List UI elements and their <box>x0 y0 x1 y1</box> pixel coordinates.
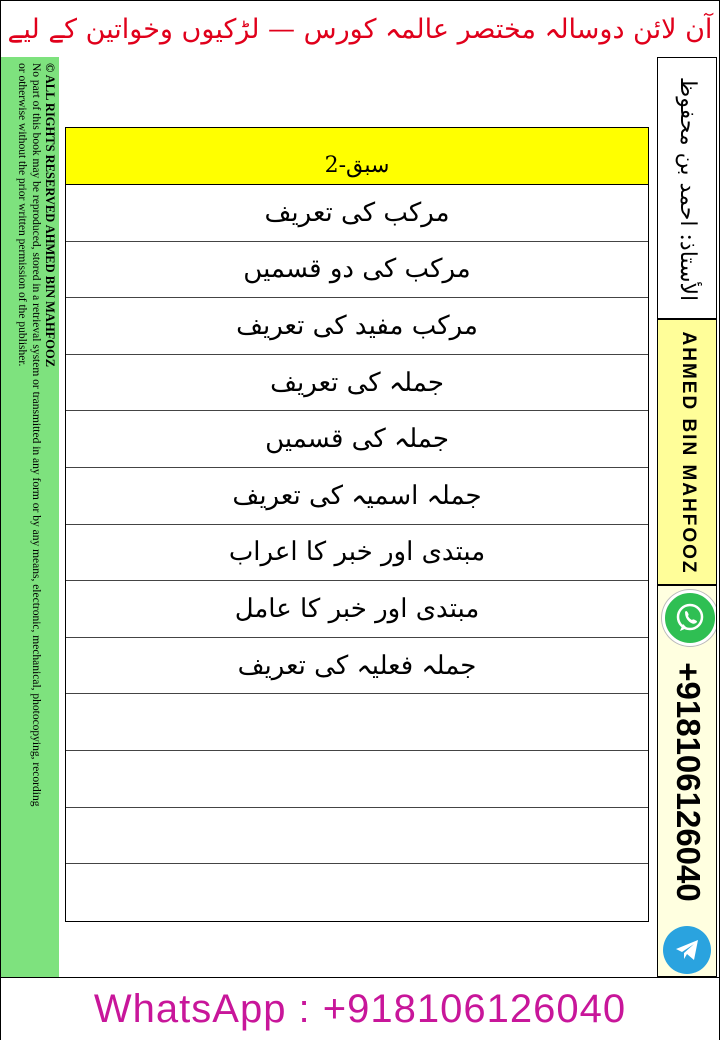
copyright-text <box>1 57 59 977</box>
lesson-row: جملہ کی قسمیں <box>66 411 648 468</box>
lesson-row-empty <box>66 864 648 921</box>
lesson-row-empty <box>66 751 648 808</box>
teacher-name-urdu: الأستاذ: احمد بن محفوظ <box>675 76 701 302</box>
course-title: آن لائن دوسالہ مختصر عالمہ کورس — لڑکیوں وخواتین کے لیے <box>7 13 713 45</box>
lesson-row: مرکب کی تعریف <box>66 185 648 242</box>
lesson-row: جملہ کی تعریف <box>66 355 648 412</box>
author-name-box <box>657 319 717 585</box>
author-sidebar <box>657 57 719 977</box>
lesson-area <box>59 57 657 977</box>
lesson-row: مبتدی اور خبر کا اعراب <box>66 525 648 582</box>
contact-box <box>657 585 717 977</box>
lesson-row: جملہ اسمیہ کی تعریف <box>66 468 648 525</box>
page-footer <box>1 977 719 1040</box>
lesson-row-empty <box>66 694 648 751</box>
phone-number: +918106126040 <box>670 662 707 902</box>
author-name: AHMED BIN MAHFOOZ <box>678 331 699 575</box>
telegram-icon <box>663 926 711 974</box>
copyright-line-2: No part of this book may be reproduced, stored in a retrieval system or transmitted in any form or by any means, electronic, mechanical, photocopying, recording <box>30 63 42 807</box>
lesson-row: مرکب مفید کی تعریف <box>66 298 648 355</box>
copyright-line-3: or otherwise without the prior written permission of the publisher. <box>16 63 28 367</box>
lesson-row: مرکب کی دو قسمیں <box>66 242 648 299</box>
lesson-table <box>65 127 649 922</box>
copyright-line-1: © ALL RIGHTS RESERVED AHMED BIN MAHFOOZ <box>43 63 57 368</box>
whatsapp-contact: WhatsApp : +918106126040 <box>93 986 627 1031</box>
lesson-row-empty <box>66 808 648 865</box>
lesson-row: جملہ فعلیہ کی تعریف <box>66 638 648 695</box>
copyright-strip <box>1 57 60 977</box>
page-header <box>1 1 719 58</box>
teacher-box <box>657 57 717 319</box>
lesson-heading: سبق-2 <box>66 128 648 185</box>
lesson-row: مبتدی اور خبر کا عامل <box>66 581 648 638</box>
